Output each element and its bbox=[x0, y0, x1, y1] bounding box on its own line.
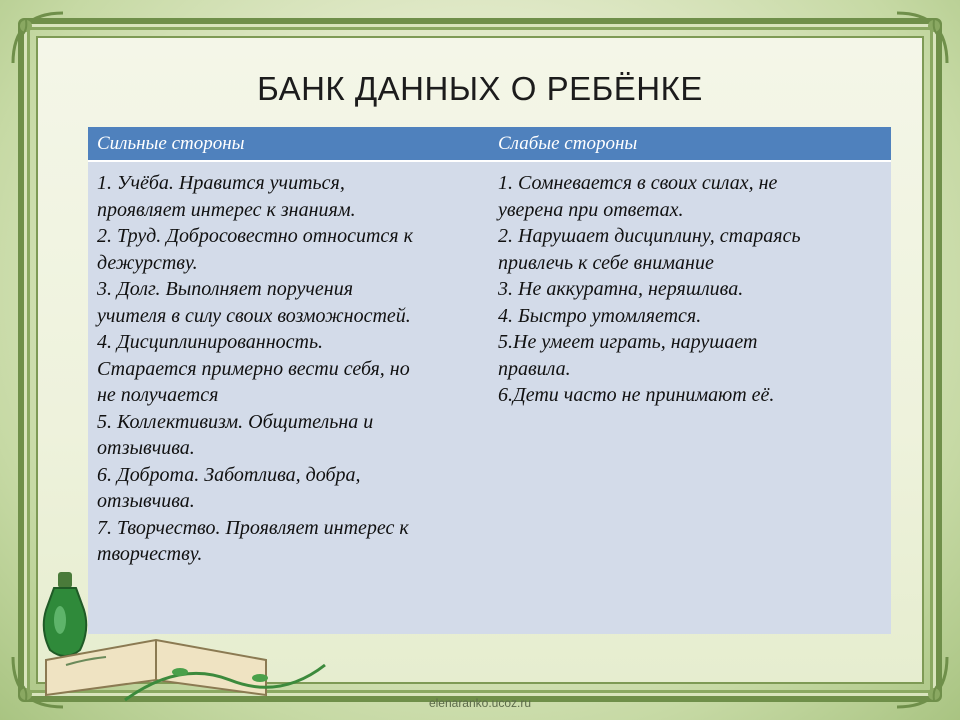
cell-line: 5. Коллективизм. Общительна и bbox=[97, 410, 374, 433]
header-strengths: Сильные стороны bbox=[97, 133, 245, 154]
cell-line: привлечь к себе внимание bbox=[498, 251, 714, 274]
cell-line: отзывчива. bbox=[97, 490, 195, 512]
cell-line: 7. Творчество. Проявляет интерес к bbox=[97, 516, 409, 539]
cell-line: дежурству. bbox=[97, 251, 198, 274]
corner-ornament-icon bbox=[892, 8, 952, 68]
cell-line: 1. Сомневается в своих силах, не bbox=[498, 172, 778, 194]
header-weaknesses: Слабые стороны bbox=[498, 133, 638, 154]
cell-line: 5.Не умеет играть, нарушает bbox=[498, 331, 758, 353]
corner-ornament-icon bbox=[8, 8, 68, 68]
cell-line: 2. Труд. Добросовестно относится к bbox=[97, 225, 413, 247]
weaknesses-cell bbox=[498, 170, 883, 409]
cell-line: 3. Долг. Выполняет поручения bbox=[97, 278, 353, 300]
data-table bbox=[88, 127, 891, 634]
cell-line: учителя в силу своих возможностей. bbox=[97, 304, 411, 327]
strengths-cell bbox=[97, 170, 482, 568]
cell-line: уверена при ответах. bbox=[498, 198, 684, 221]
slide-title: БАНК ДАННЫХ О РЕБЁНКЕ bbox=[257, 70, 703, 107]
cell-line: Старается примерно вести себя, но bbox=[97, 357, 410, 380]
cell-line: 2. Нарушает дисциплину, стараясь bbox=[498, 225, 801, 247]
cell-line: правила. bbox=[498, 357, 571, 380]
cell-line: 6. Доброта. Заботлива, добра, bbox=[97, 463, 361, 486]
cell-line: проявляет интерес к знаниям. bbox=[97, 198, 356, 221]
cell-line: творчеству. bbox=[97, 543, 203, 565]
cell-line: не получается bbox=[97, 384, 219, 406]
cell-line: 3. Не аккуратна, неряшлива. bbox=[498, 278, 744, 300]
cell-line: отзывчива. bbox=[97, 437, 195, 459]
cell-line: 6.Дети часто не принимают её. bbox=[498, 384, 775, 406]
cell-line: 4. Дисциплинированность. bbox=[97, 331, 324, 353]
cell-line: 4. Быстро утомляется. bbox=[498, 304, 702, 327]
table-header-row bbox=[88, 127, 891, 162]
cell-line: 1. Учёба. Нравится учиться, bbox=[97, 172, 345, 194]
watermark-text: elenaranko.ucoz.ru bbox=[428, 696, 532, 710]
